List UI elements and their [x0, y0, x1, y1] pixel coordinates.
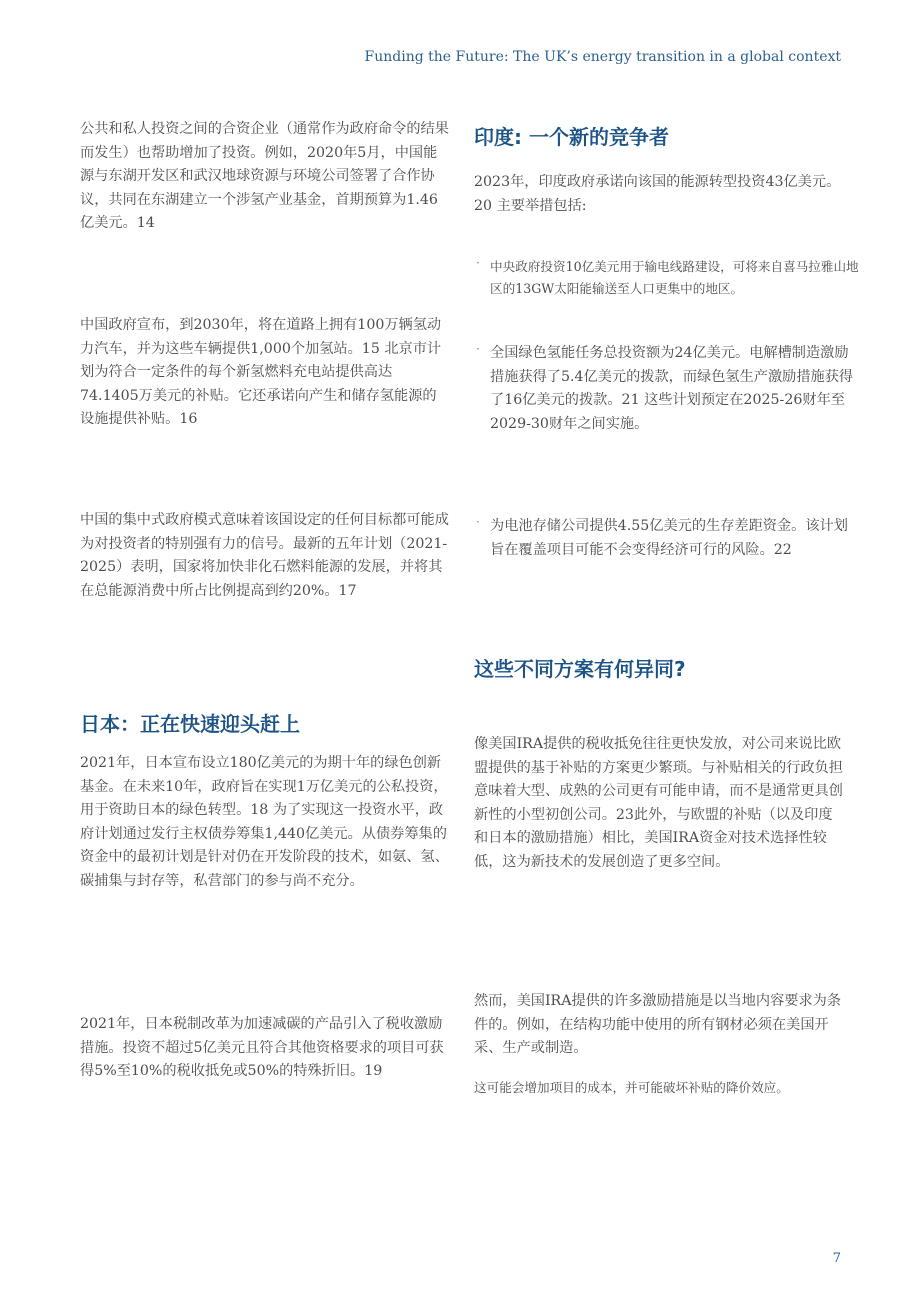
paragraph-japan-green-fund: 2021年，日本宣布设立180亿美元的为期十年的绿色创新基金。在未来10年，政府旨在实现1万亿美元的公私投资，用于资助日本的绿色转型。18 为了实现这一投资水平，政府计划通过发行主权债券筹集1,440亿美元。从债券筹集的资金中的最初计划是针对仍在开发阶段的技术，如氨、氢、碳捕集与封存等，私营部门的参与尚不充分。 — [80, 755, 449, 889]
paragraph-china-five-year-plan: 中国的集中式政府模式意味着该国设定的任何目标都可能成为对投资者的特别强有力的信号。最新的五年计划（2021-2025）表明，国家将加快非化石燃料能源的发展，并将其在总能源消费中所占比例提高到约20%。17 — [80, 512, 449, 599]
running-header: Funding the Future: The UK’s energy transition in a global context — [364, 49, 841, 65]
bullet-battery-storage: · 为电池存储公司提供4.55亿美元的生存差距资金。该计划旨在覆盖项目可能不会变得经济可行的风险。22 — [490, 518, 848, 558]
paragraph-cost-effect: 这可能会增加项目的成本，并可能破坏补贴的降价效应。 — [474, 1080, 789, 1095]
paragraph-china-hydrogen-vehicles: 中国政府宣布，到2030年，将在道路上拥有100万辆氢动力汽车，并为这些车辆提供1,000个加氢站。15 北京市计划为符合一定条件的每个新氢燃料充电站提供高达74.1405万美元的补贴。它还承诺向产生和储存氢能源的设施提供补贴。16 — [80, 317, 442, 427]
paragraph-china-joint-venture: 公共和私人投资之间的合资企业（通常作为政府命令的结果而发生）也帮助增加了投资。例如，2020年5月，中国能源与东湖开发区和武汉地球资源与环境公司签署了合作协议，共同在东湖建立一个涉氢产业基金，首期预算为1.46亿美元。14 — [80, 121, 449, 231]
list-item — [474, 342, 860, 436]
list-item — [474, 256, 860, 300]
heading-japan: 日本：正在快速迎头赶上 — [80, 712, 300, 736]
bullet-green-hydrogen: · 全国绿色氢能任务总投资额为24亿美元。电解槽制造激励措施获得了5.4亿美元的拨款，而绿色氢生产激励措施获得了16亿美元的拨款。21 这些计划预定在2025-26财年至2029-30财年之间实施。 — [490, 345, 854, 432]
paragraph-japan-tax-reform: 2021年，日本税制改革为加速减碳的产品引入了税收激励措施。投资不超过5亿美元且符合其他资格要求的项目可获得5%至10%的税收抵免或50%的特殊折旧。19 — [80, 1016, 444, 1079]
heading-differences: 这些不同方案有何异同? — [474, 657, 686, 681]
paragraph-india-intro: 2023年，印度政府承诺向该国的能源转型投资43亿美元。20 主要举措包括: — [474, 174, 841, 214]
paragraph-local-content: 然而，美国IRA提供的许多激励措施是以当地内容要求为条件的。例如，在结构功能中使用的所有钢材必须在美国开采、生产或制造。 — [474, 993, 842, 1056]
paragraph-ira-tax-credits: 像美国IRA提供的税收抵免往往更快发放，对公司来说比欧盟提供的基于补贴的方案更少繁琐。与补贴相关的行政负担意味着大型、成熟的公司更有可能申请，而不是通常更具创新性的小型初创公司。23此外，与欧盟的补贴（以及印度和日本的激励措施）相比，美国IRA资金对技术选择性较低，这为新技术的发展创造了更多空间。 — [474, 736, 843, 870]
heading-india: 印度: 一个新的竞争者 — [474, 125, 669, 149]
bullet-transmission: · 中央政府投资10亿美元用于输电线路建设，可将来自喜马拉雅山地区的13GW太阳能输送至人口更集中的地区。 — [490, 259, 859, 296]
list-item — [474, 515, 860, 562]
page-number: 7 — [832, 1251, 841, 1266]
